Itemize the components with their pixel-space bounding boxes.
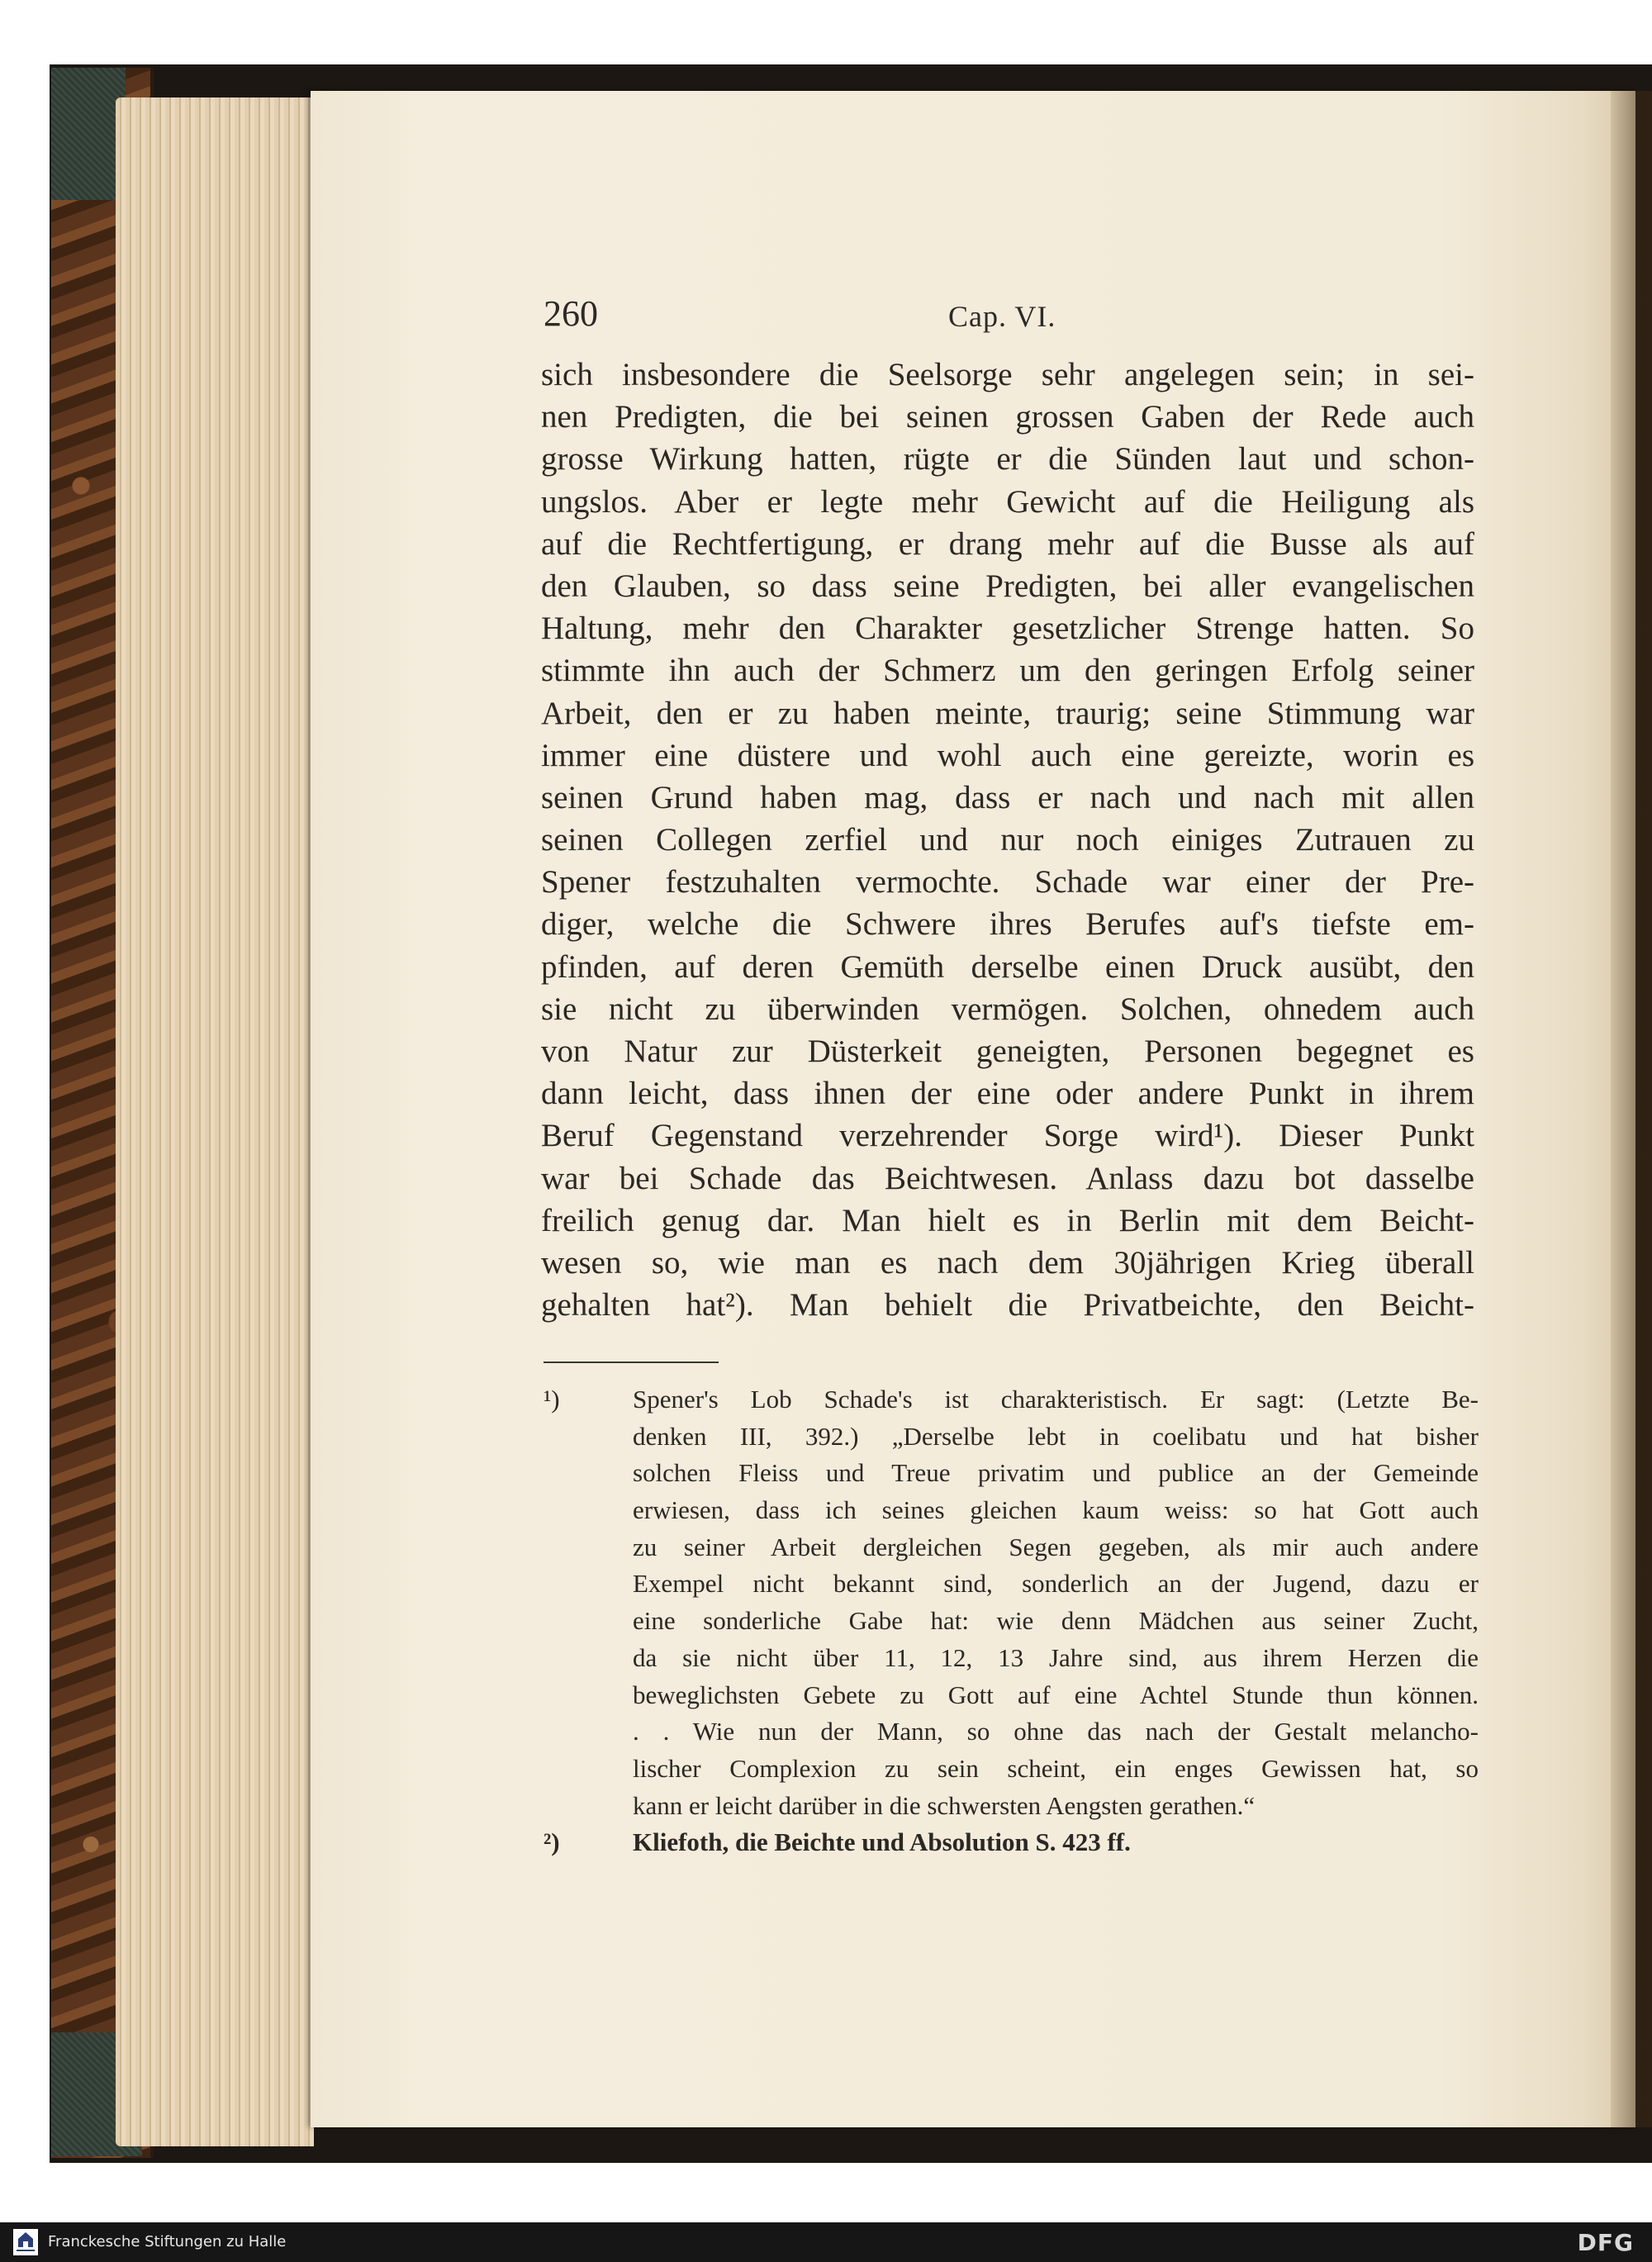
page-edges [116,97,314,2146]
footnote-1-marker: ¹) [544,1385,560,1414]
dfg-logo: DFG [1577,2229,1634,2256]
text-line: Spener festzuhalten vermochte. Schade war einer der Pre- [541,864,1474,901]
institution-logo-icon [13,2229,38,2255]
page-number: 260 [544,293,598,334]
text-line: war bei Schade das Beichtwesen. Anlass dazu bot dasselbe [541,1160,1474,1196]
text-line: pfinden, auf deren Gemüth derselbe einen Druck ausübt, den [541,948,1474,985]
footnote-line: Spener's Lob Schade's ist charakteristisch. Er sagt: (Letzte Be- [633,1385,1479,1414]
running-head: Cap. VI. [948,300,1056,333]
text-line: seinen Collegen zerfiel und nur noch einiges Zutrauen zu [541,822,1474,858]
footnote-line: lischer Complexion zu sein scheint, ein enges Gewissen hat, so [633,1753,1479,1783]
text-line: nen Predigten, die bei seinen grossen Gaben der Rede auch [541,399,1474,435]
main-text-block [541,354,1474,1326]
footnote-line: erwiesen, dass ich seines gleichen kaum weiss: so hat Gott auch [633,1495,1479,1525]
page-gutter [1611,91,1652,2127]
text-line: seinen Grund haben mag, dass er nach und nach mit allen [541,779,1474,815]
text-line: sich insbesondere die Seelsorge sehr angelegen sein; in sei- [541,357,1474,392]
text-line: von Natur zur Düsterkeit geneigten, Personen begegnet es [541,1034,1474,1069]
text-line: ungslos. Aber er legte mehr Gewicht auf die Heiligung als [541,483,1474,520]
text-line: dann leicht, dass ihnen der eine oder andere Punkt in ihrem [541,1076,1474,1112]
footnote-rule [544,1361,719,1363]
footnotes-block [544,1381,1479,1861]
footnote-line: . . Wie nun der Mann, so ohne das nach der Gestalt melancho- [633,1717,1479,1746]
text-line: freilich genug dar. Man hielt es in Berlin mit dem Beicht- [541,1202,1474,1238]
text-line: diger, welche die Schwere ihres Berufes auf's tiefste em- [541,906,1474,943]
footnote-2-text: Kliefoth, die Beichte und Absolution S. 423 ff. [633,1827,1131,1857]
viewer-footer [0,2222,1652,2262]
footnote-line: beweglichsten Gebete zu Gott auf eine Achtel Stunde thun können. [633,1680,1479,1709]
text-line: Haltung, mehr den Charakter gesetzlicher Strenge hatten. So [541,611,1474,647]
text-line: stimmte ihn auch der Schmerz um den geringen Erfolg seiner [541,653,1474,689]
footnote-line: Exempel nicht bekannt sind, sonderlich an der Jugend, dazu er [633,1569,1479,1599]
footnote-line: kann er leicht darüber in die schwersten Aengsten gerathen.“ [633,1790,1256,1820]
footnote-line: da sie nicht über 11, 12, 13 Jahre sind, aus ihrem Herzen die [633,1642,1479,1672]
text-line: den Glauben, so dass seine Predigten, bei aller evangelischen [541,568,1474,604]
text-line: Arbeit, den er zu haben meinte, traurig; seine Stimmung war [541,695,1474,731]
cloth-corner-top [51,68,126,200]
text-line: wesen so, wie man es nach dem 30jährigen Krieg überall [541,1244,1474,1281]
text-line: auf die Rechtfertigung, er drang mehr auf die Busse als auf [541,525,1474,562]
footnote-1-first-line [544,1381,1479,1419]
text-line: immer eine düstere und wohl auch eine gereizte, worin es [541,737,1474,773]
footnote-2 [544,1824,1479,1861]
footnote-2-marker: ²) [544,1827,560,1857]
institution-name: Franckesche Stiftungen zu Halle [48,2233,287,2250]
text-line: grosse Wirkung hatten, rügte er die Sünden laut und schon- [541,441,1474,478]
footnote-line: zu seiner Arbeit dergleichen Segen gegeben, als mir auch andere [633,1532,1479,1561]
text-line: Beruf Gegenstand verzehrender Sorge wird¹). Dieser Punkt [541,1118,1474,1154]
footnote-line: solchen Fleiss und Treue privatim und publice an der Gemeinde [633,1458,1479,1488]
footnote-line: eine sonderliche Gabe hat: wie denn Mädchen aus seiner Zucht, [633,1606,1479,1636]
text-line: sie nicht zu überwinden vermögen. Solchen, ohnedem auch [541,991,1474,1027]
footnote-line: denken III, 392.) „Derselbe lebt in coelibatu und hat bisher [633,1421,1479,1451]
text-line: gehalten hat²). Man behielt die Privatbeichte, den Beicht- [541,1287,1474,1323]
